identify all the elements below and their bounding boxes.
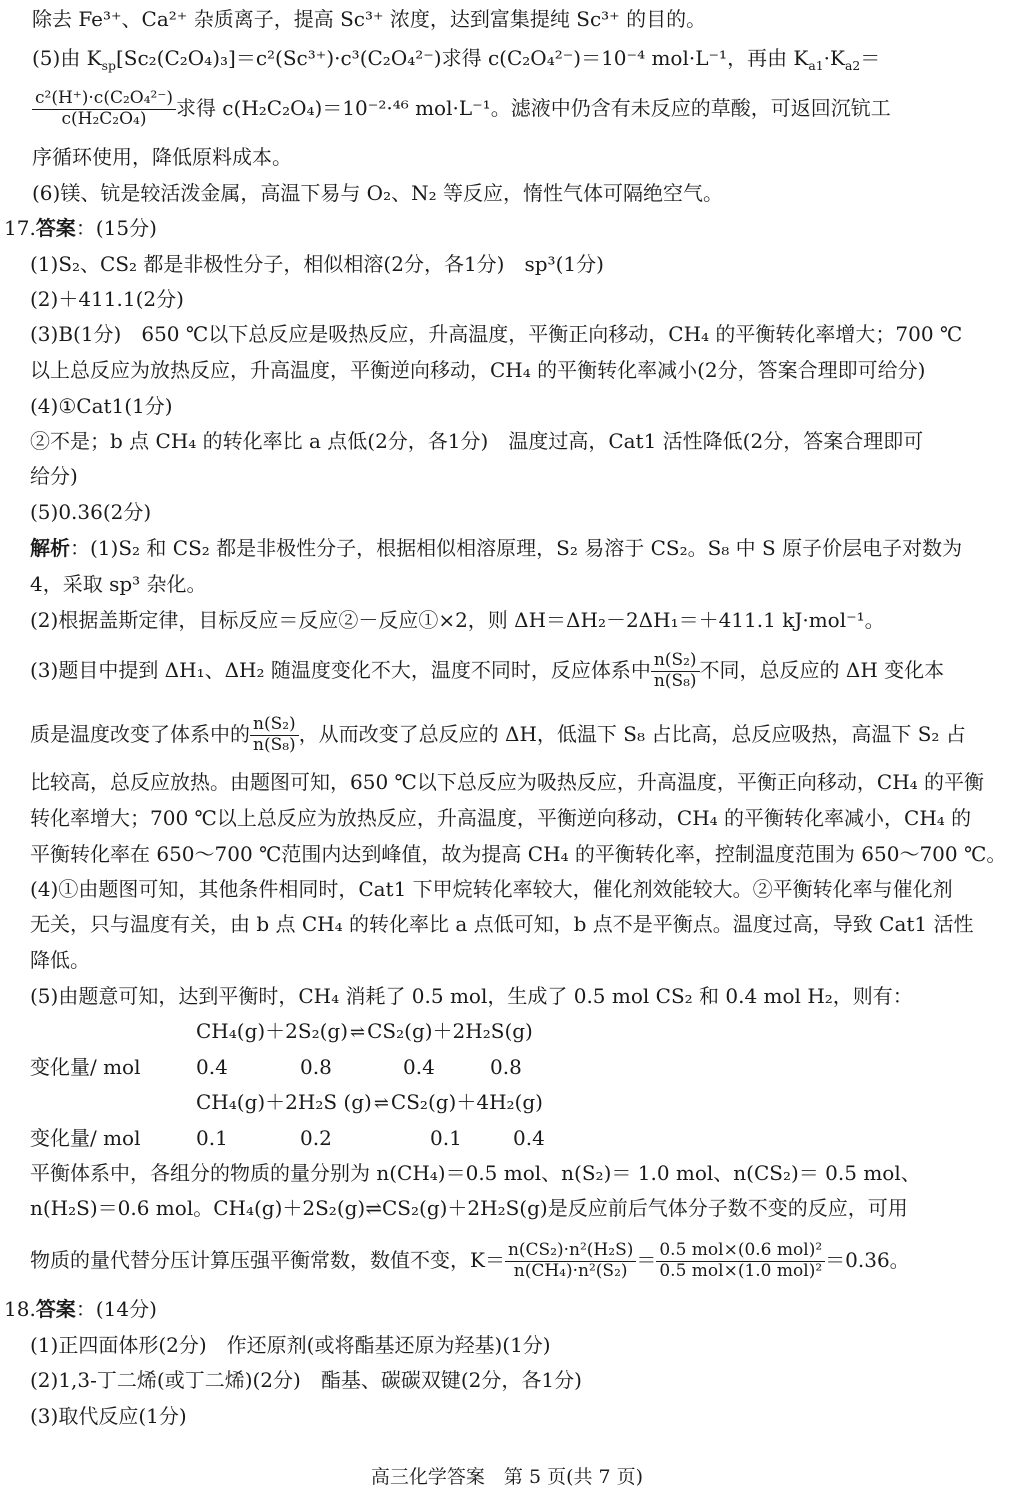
analysis-line: 比较高，总反应放热。由题图可知，650 ℃以下总反应为吸热反应，升高温度，平衡正向移动，CH₄ 的平衡 xyxy=(30,770,985,794)
fraction: $\frac{\text{n(S₂)}}{\text{n(S₈)}}$ xyxy=(250,715,299,755)
change-value: 0.2 xyxy=(300,1126,332,1150)
text-line: (6)镁、钪是较活泼金属，高温下易与 O₂、N₂ 等反应，惰性气体可隔绝空气。 xyxy=(32,181,723,205)
answer-line: ②不是；b 点 CH₄ 的转化率比 a 点低(2分，各1分) 温度过高，Cat1 活性降低(2分，答案合理即可 xyxy=(30,429,924,453)
answer-line: (3)B(1分) 650 ℃以下总反应是吸热反应，升高温度，平衡正向移动，CH₄ 的平衡转化率增大；700 ℃ xyxy=(30,322,963,346)
text-line: 序循环使用，降低原料成本。 xyxy=(32,145,292,169)
analysis-line: (3)题目中提到 ΔH₁、ΔH₂ 随温度变化不大，温度不同时，反应体系中 $\frac{\text{n(S₂)}}{\text{n(S₈)}}$ 不同，总反应的 ΔH 变化本 xyxy=(30,650,945,691)
text-line: 除去 Fe³⁺、Ca²⁺ 杂质离子，提高 Sc³⁺ 浓度，达到富集提纯 Sc³⁺ 的目的。 xyxy=(32,7,707,31)
analysis-line: 4，采取 sp³ 杂化。 xyxy=(30,572,207,596)
change-value: 0.4 xyxy=(403,1055,435,1079)
analysis-line: (4)①由题图可知，其他条件相同时，Cat1 下甲烷转化率较大，催化剂效能较大。②平衡转化率与催化剂 xyxy=(30,877,953,901)
change-value: 0.8 xyxy=(300,1055,332,1079)
reaction-equation: CH₄(g)＋2H₂S (g) ⇌ CS₂(g)＋4H₂(g) xyxy=(196,1086,543,1120)
fraction: $\frac{\text{n(CS₂)·n²(H₂S)}}{\text{n(CH₄)·n²(S₂)}}$ xyxy=(505,1241,636,1281)
answer-line: 给分) xyxy=(30,464,78,488)
answer-line: (2)1,3-丁二烯(或丁二烯)(2分) 酯基、碳碳双键(2分，各1分) xyxy=(30,1368,582,1392)
change-value: 0.1 xyxy=(196,1126,228,1150)
answer-line: (1)正四面体形(2分) 作还原剂(或将酯基还原为羟基)(1分) xyxy=(30,1333,551,1357)
fraction: $\frac{\text{c²(H⁺)·c(C₂O₄²⁻)}}{\text{c(H₂C₂O₄)}}$ xyxy=(32,89,176,129)
analysis-line: 质是温度改变了体系中的 $\frac{\text{n(S₂)}}{\text{n(S₈)}}$ ，从而改变了总反应的 ΔH，低温下 S₈ 占比高，总反应吸热，高温下 S₂ 占 xyxy=(30,714,966,755)
analysis-line: 转化率增大；700 ℃以上总反应为放热反应，升高温度，平衡逆向移动，CH₄ 的平衡转化率减小，CH₄ 的 xyxy=(30,806,972,830)
answer-line: (3)取代反应(1分) xyxy=(30,1404,187,1428)
change-value: 0.4 xyxy=(513,1126,545,1150)
analysis-line: 平衡转化率在 650～700 ℃范围内达到峰值，故为提高 CH₄ 的平衡转化率，控制温度范围为 650～700 ℃。 xyxy=(30,842,1007,866)
analysis-line: (2)根据盖斯定律，目标反应＝反应②－反应①×2，则 ΔH＝ΔH₂－2ΔH₁＝＋411.1 kJ·mol⁻¹。 xyxy=(30,608,885,632)
equilibrium-constant-line: 物质的量代替分压计算压强平衡常数，数值不变，K＝ $\frac{\text{n(CS₂)·n²(H₂S)}}{\text{n(CH₄)·n²(S₂)}}$ ＝ $\frac{\text{0.5 mol×(0.6 mol)²}}{\text{0.5 mol×(1.0 mol)²}}$ ＝0.36。 xyxy=(30,1240,910,1281)
answer-line: (5)0.36(2分) xyxy=(30,500,152,524)
answer-line: (1)S₂、CS₂ 都是非极性分子，相似相溶(2分，各1分) sp³(1分) xyxy=(30,252,604,276)
equilibrium-arrow-icon: ⇌ xyxy=(373,1093,389,1114)
change-value: 0.4 xyxy=(196,1055,228,1079)
analysis-line: 解析：(1)S₂ 和 CS₂ 都是非极性分子，根据相似相溶原理，S₂ 易溶于 CS₂。S₈ 中 S 原子价层电子对数为 xyxy=(30,536,963,560)
equilibrium-arrow-icon: ⇌ xyxy=(350,1022,366,1043)
answer-line: (4)①Cat1(1分) xyxy=(30,394,173,418)
answer-line: 以上总反应为放热反应，升高温度，平衡逆向移动，CH₄ 的平衡转化率减小(2分，答案合理即可给分) xyxy=(30,358,926,382)
page-footer: 高三化学答案 第 5 页(共 7 页) xyxy=(370,1466,644,1488)
fraction: $\frac{\text{n(S₂)}}{\text{n(S₈)}}$ xyxy=(651,651,700,691)
analysis-line: 降低。 xyxy=(30,948,90,972)
analysis-line: 平衡体系中，各组分的物质的量分别为 n(CH₄)＝0.5 mol、n(S₂)＝ 1.0 mol、n(CS₂)＝ 0.5 mol、 xyxy=(30,1161,921,1185)
question-18-header: 18.答案：(14分) xyxy=(4,1297,157,1321)
reaction-equation: CH₄(g)＋2S₂(g) ⇌ CS₂(g)＋2H₂S(g) xyxy=(196,1015,533,1049)
fraction: $\frac{\text{0.5 mol×(0.6 mol)²}}{\text{0.5 mol×(1.0 mol)²}}$ xyxy=(656,1241,825,1281)
change-value: 0.1 xyxy=(430,1126,462,1150)
change-row: 变化量/ mol xyxy=(30,1055,141,1079)
analysis-line: n(H₂S)＝0.6 mol。CH₄(g)＋2S₂(g)⇌CS₂(g)＋2H₂S(g)是反应前后气体分子数不变的反应，可用 xyxy=(30,1196,908,1220)
text-line: $\frac{\text{c²(H⁺)·c(C₂O₄²⁻)}}{\text{c(H₂C₂O₄)}}$ 求得 c(H₂C₂O₄)＝10⁻²·⁴⁶ mol·L⁻¹。滤液中仍含有未反应的草酸，可返回沉钪工 xyxy=(32,84,891,132)
text-line: (5)由 $K_{sp}[Sc_2(C_2O_4)_3]=c^2(Sc^{3+})\cdot c^3(C_2O_4^{2-})$求得 c(C₂O₄²⁻)＝10⁻⁴ mol·L⁻¹，再由 $K_{a1}\cdot K_{a2}=$ xyxy=(32,46,881,73)
answer-line: (2)＋411.1(2分) xyxy=(30,287,184,311)
analysis-line: 无关，只与温度有关，由 b 点 CH₄ 的转化率比 a 点低可知，b 点不是平衡点。温度过高，导致 Cat1 活性 xyxy=(30,912,974,936)
change-row: 变化量/ mol xyxy=(30,1126,141,1150)
question-17-header: 17.答案：(15分) xyxy=(4,216,157,240)
analysis-line: (5)由题意可知，达到平衡时，CH₄ 消耗了 0.5 mol，生成了 0.5 mol CS₂ 和 0.4 mol H₂，则有： xyxy=(30,984,913,1008)
change-value: 0.8 xyxy=(490,1055,522,1079)
